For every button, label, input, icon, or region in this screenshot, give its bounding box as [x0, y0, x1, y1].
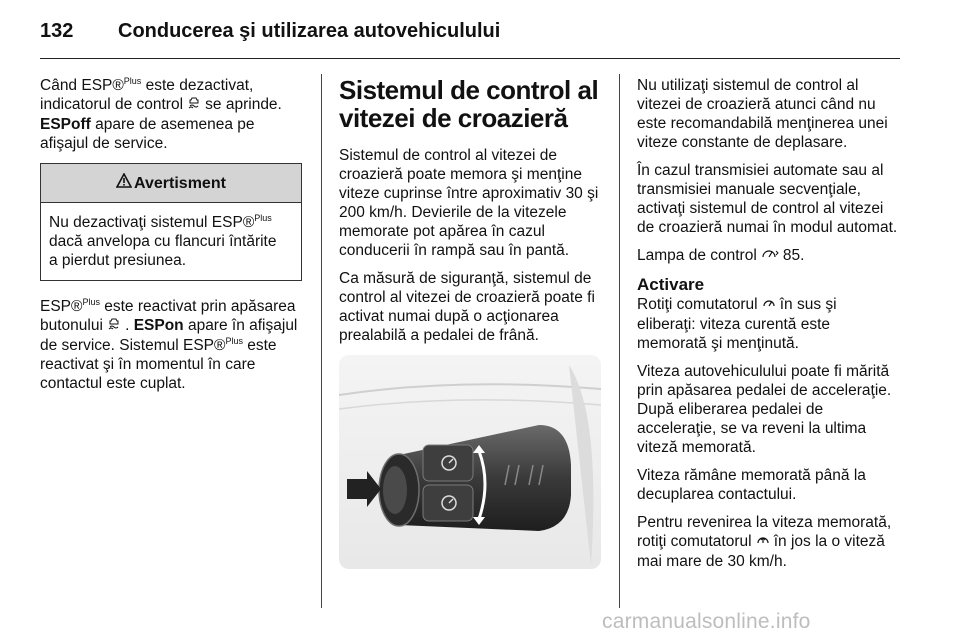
esp-on-paragraph: ESP®$^{Plus}$ este reactivat prin apăsarea butonului . ESPon apare în afişajul de service. Sistemul ESP®$^{Plus}$ este reactivat şi în momentul în care contactul este cuplat.: [40, 297, 298, 392]
espon-label: ESPon: [133, 317, 184, 334]
header-rule: [40, 58, 900, 59]
cruise-control-icon: [761, 249, 783, 263]
activare-paragraph: Rotiţi comutatorul în sus şi eliberaţi: viteza curentă este memorată şi menţinută.: [637, 296, 837, 352]
cruise-set-icon: [762, 298, 780, 312]
cruise-intro-paragraph: Sistemul de control al vitezei de croazieră poate memora şi menţine viteze cuprinse între aproximativ 30 şi 200 km/h. Devierile de la vitezele memorate pot apărea în cazul conducerii în rampă sau în pantă.: [339, 147, 599, 259]
control-lamp-paragraph: Lampa de control 85.: [637, 247, 805, 264]
usage-warning-paragraph: Nu utilizaţi sistemul de control al vitezei de croazieră atunci când nu este recomandabilă menţinerea unei viteze constante de deplasare.: [637, 77, 888, 151]
column-right: [637, 76, 903, 580]
esp-car-skid-icon: [187, 98, 205, 112]
resume-paragraph: Pentru revenirea la viteza memorată, rotiţi comutatorul în jos la o viteză mai mare de 30 km/h.: [637, 514, 892, 570]
esp-off-paragraph: Când ESP®$^{Plus}$ este dezactivat, indicatorul de control se aprinde. ESPoff apare de asemenea pe afişajul de service.: [40, 76, 282, 152]
site-watermark: carmanualsonline.info: [602, 610, 811, 633]
column-middle: [339, 76, 603, 569]
cruise-resume-icon: [756, 535, 774, 549]
transmission-paragraph: În cazul transmisiei automate sau al transmisiei manuale secvenţiale, activaţi sistemul de control al vitezei de croazieră numai în modul automat.: [637, 162, 898, 236]
cruise-safety-paragraph: Ca măsură de siguranţă, sistemul de control al vitezei de croazieră poate fi activat numai după o acţionarea prealabilă a pedalei de frână.: [339, 270, 595, 344]
column-divider-2: [619, 74, 620, 608]
warning-triangle-icon: [116, 173, 132, 193]
cruise-stalk-illustration: [339, 355, 601, 569]
warning-header: [41, 164, 301, 203]
warning-title: Avertisment: [134, 174, 226, 192]
acceleration-paragraph: Viteza autovehiculului poate fi mărită prin apăsarea pedalei de acceleraţie. După eliberarea pedalei de acceleraţie, se va reveni la ultima viteză memorată.: [637, 363, 892, 456]
warning-box: [40, 163, 302, 281]
section-heading: Sistemul de control al vitezei de croazieră: [339, 75, 599, 133]
esp-car-skid-icon: [107, 319, 125, 333]
page-header: [40, 14, 920, 54]
page-link-85[interactable]: 85.: [782, 247, 805, 264]
column-divider-1: [321, 74, 322, 608]
espoff-label: ESPoff: [40, 116, 91, 133]
column-left: [40, 76, 304, 402]
memory-paragraph: Viteza rămâne memorată până la decuplarea contactului.: [637, 467, 866, 503]
page-number: 132: [40, 20, 74, 42]
chapter-title: Conducerea şi utilizarea autovehiculului: [118, 20, 501, 42]
activare-heading: Activare: [637, 275, 705, 294]
warning-body: Nu dezactivaţi sistemul ESP®$^{Plus}$ dacă anvelopa cu flancuri întărite a pierdut presiunea.: [49, 213, 277, 269]
